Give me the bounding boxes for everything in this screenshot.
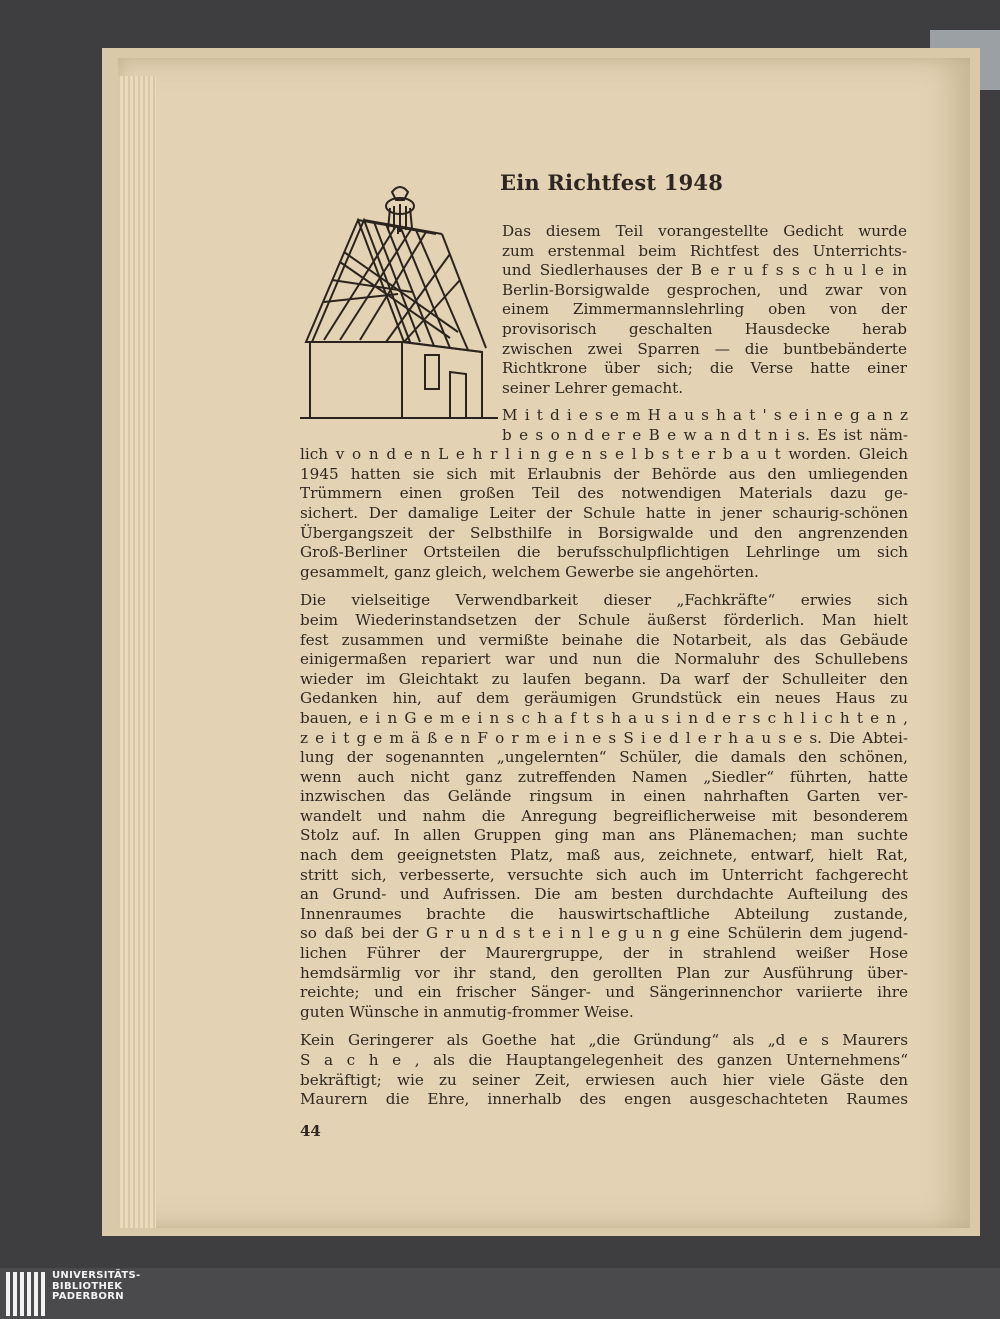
house-illustration-icon <box>300 182 500 420</box>
text-line: einem Zimmermannslehrling oben von der <box>502 300 907 319</box>
text-line: Richtkrone über sich; die Verse hatte einer <box>502 359 907 378</box>
text-line: nach dem geeignetsten Platz, maß aus, zeichnete, entwarf, hielt Rat, <box>300 846 908 865</box>
text-line: seiner Lehrer gemacht. <box>502 378 684 397</box>
text-line: beim Wiederinstandsetzen der Schule äußerst förderlich. Man hielt <box>300 610 908 629</box>
body-text <box>300 406 908 1110</box>
text-line: b e s o n d e r e B e w a n d t n i s. Es ist näm- <box>502 425 908 444</box>
text-line: Innenraumes brachte die hauswirtschaftliche Abteilung zustande, <box>300 904 908 923</box>
text-line: wieder im Gleichtakt zu laufen begann. Da warf der Schulleiter den <box>300 669 908 688</box>
text-line: an Grund- und Aufrissen. Die am besten durchdachte Aufteilung des <box>300 885 908 904</box>
text-line: guten Wünsche in anmutig-frommer Weise. <box>300 1002 634 1021</box>
chapter-title: Ein Richtfest 1948 <box>500 170 724 195</box>
library-logo-icon <box>6 1272 46 1316</box>
text-line: sichert. Der damalige Leiter der Schule hatte in jener schaurig-schönen <box>300 503 908 522</box>
text-line: lichen Führer der Maurergruppe, der in strahlend weißer Hose <box>300 944 908 963</box>
text-line: hemdsärmlig vor ihr stand, den gerollten Plan zur Ausführung über- <box>300 963 908 982</box>
text-line: z e i t g e m ä ß e n F o r m e i n e s S i e d l e r h a u s e s. Die Abtei- <box>300 728 908 747</box>
logo-line: BIBLIOTHEK <box>52 1280 123 1292</box>
text-line: so daß bei der G r u n d s t e i n l e g u n g eine Schülerin dem jugend- <box>300 924 908 943</box>
text-line: Die vielseitige Verwendbarkeit dieser „Fachkräfte“ erwies sich <box>300 591 908 610</box>
text-line: bekräftigt; wie zu seiner Zeit, erwiesen auch hier viele Gäste den <box>300 1070 908 1089</box>
text-line: wenn auch nicht ganz zutreffenden Namen „Siedler“ führten, hatte <box>300 767 908 786</box>
text-line: Kein Geringerer als Goethe hat „die Gründung“ als „d e s Maurers <box>300 1031 908 1050</box>
text-line: Berlin-Borsigwalde gesprochen, und zwar von <box>502 280 907 299</box>
text-line: gesammelt, ganz gleich, welchem Gewerbe sie angehörten. <box>300 562 759 581</box>
text-line: bauen, e i n G e m e i n s c h a f t s h a u s i n d e r s c h l i c h t e n , <box>300 708 908 727</box>
text-line: Trümmern einen großen Teil des notwendigen Materials dazu ge- <box>300 484 908 503</box>
text-line: lich v o n d e n L e h r l i n g e n s e l b s t e r b a u t worden. Gleich <box>300 445 908 464</box>
text-line: reichte; und ein frischer Sänger- und Sängerinnenchor variierte ihre <box>300 983 908 1002</box>
logo-line: PADERBORN <box>52 1291 124 1302</box>
text-line: zum erstenmal beim Richtfest des Unterrichts- <box>502 241 907 260</box>
text-line: wandelt und nahm die Anregung begreiflicherweise mit besonderem <box>300 806 908 825</box>
footer-bar <box>0 1268 1000 1319</box>
text-line: 1945 hatten sie sich mit Erlaubnis der Behörde aus den umliegenden <box>300 464 908 483</box>
text-line: Gedanken hin, auf dem geräumigen Grundstück ein neues Haus zu <box>300 689 908 708</box>
text-line: Stolz auf. In allen Gruppen ging man ans Plänemachen; man suchte <box>300 826 908 845</box>
text-line: Übergangszeit der Selbsthilfe in Borsigwalde und den angrenzenden <box>300 523 908 542</box>
text-line: lung der sogenannten „ungelernten“ Schüler, die damals den schönen, <box>300 748 908 767</box>
text-line: Groß-Berliner Ortsteilen die berufsschulpflichtigen Lehrlinge um sich <box>300 543 908 562</box>
text-line: inzwischen das Gelände ringsum in einen nahrhaften Garten ver- <box>300 787 908 806</box>
page-stack-edges <box>118 76 156 1228</box>
text-line: M i t d i e s e m H a u s h a t ' s e i n e g a n z <box>502 406 908 424</box>
text-line: einigermaßen repariert war und nun die Normaluhr des Schullebens <box>300 650 908 669</box>
text-line: zwischen zwei Sparren — die buntbebänderte <box>502 339 907 358</box>
text-line: S a c h e , als die Hauptangelegenheit des ganzen Unternehmens“ <box>300 1051 908 1069</box>
page-number: 44 <box>300 1122 321 1140</box>
text-line: Das diesem Teil vorangestellte Gedicht wurde <box>502 222 907 240</box>
intro-paragraph <box>502 222 907 398</box>
text-line: provisorisch geschalten Hausdecke herab <box>502 319 907 338</box>
library-logo-text <box>52 1271 141 1303</box>
logo-line: UNIVERSITÄTS- <box>52 1270 141 1281</box>
text-line: und Siedlerhauses der B e r u f s s c h u l e in <box>502 261 907 280</box>
text-line: Maurern die Ehre, innerhalb des engen ausgeschachteten Raumes <box>300 1090 908 1109</box>
text-line: stritt sich, verbesserte, versuchte sich auch im Unterricht fachgerecht <box>300 865 908 884</box>
text-line: fest zusammen und vermißte beinahe die Notarbeit, als das Gebäude <box>300 630 908 649</box>
